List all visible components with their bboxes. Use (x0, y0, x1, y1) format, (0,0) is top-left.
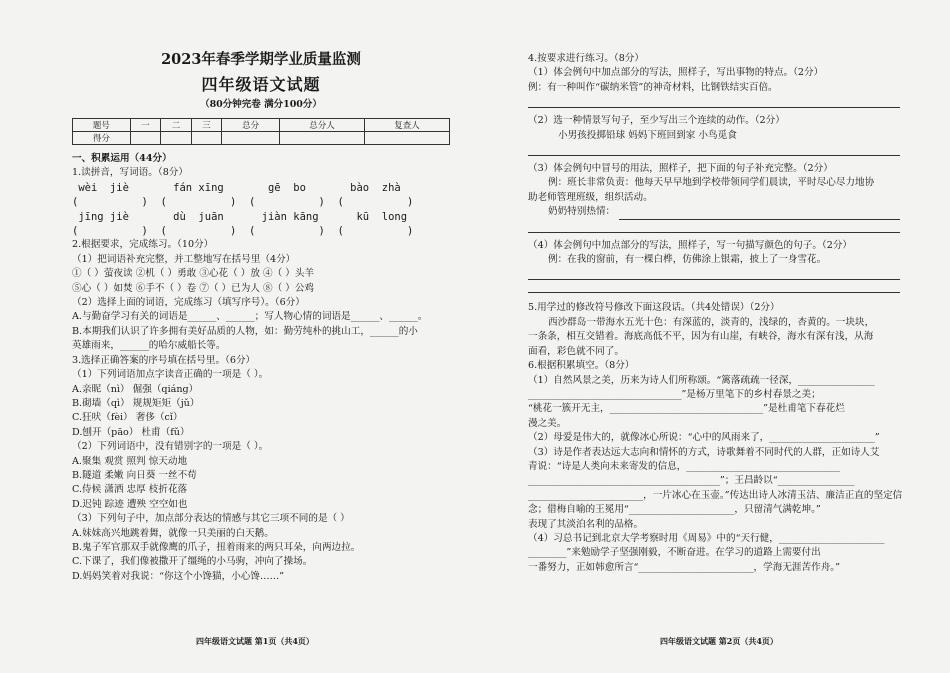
score-header-cell: 二 (161, 119, 192, 132)
score-cell[interactable] (130, 132, 161, 145)
passage-line: 一条条，相互交错着。海底高低不平，因为有山崖，有峡谷，海水有深有浅，从海 (528, 331, 874, 343)
passage-line: 面看，彩色就不同了。 (528, 345, 624, 357)
question-3-3: （3）下列句子中，加点部分表达的情感与其它三项不同的是（ ） (72, 513, 350, 525)
score-header-cell: 一 (130, 119, 161, 132)
page-footer: 四年级语文试题 第2页（共4页） (660, 636, 778, 646)
fill-line[interactable]: 青说：“诗是人类向未来寄发的信息，________________________________ (528, 460, 840, 472)
option-b: B.鬼子军官那双手就像鹰的爪子，扭着雨来的两只耳朵，向两边拉。 (72, 541, 361, 553)
left-column (72, 152, 452, 584)
score-table-row (73, 132, 450, 145)
option-b: B.砌墙（qì） 规规矩矩（jǔ） (72, 397, 200, 409)
question-3-1: （1）下列词语加点字读音正确的一项是（ ）。 (72, 369, 269, 381)
question-4-1: （1）体会例句中加点部分的写法，照样子，写出事物的特点。（2分） (528, 67, 824, 79)
fill-line[interactable]: （4）习总书记到北京大学考察时用《周易》中的“天行健，______________________ (528, 532, 885, 544)
score-cell[interactable] (279, 132, 364, 145)
option-d: D.刨开（pāo） 杜甫（fǔ） (72, 426, 190, 438)
answer-line[interactable] (619, 207, 900, 220)
score-cell[interactable] (161, 132, 192, 145)
question-3-2: （2）下列词语中，没有错别字的一项是（ ）。 (72, 441, 269, 453)
question-4-2: （2）选一种情景写句子，至少写出三个连续的动作。（2分） (528, 115, 785, 127)
fill-line[interactable]: B.本期我们认识了许多拥有美好品质的人物，如：勤劳纯朴的挑山工，______的小 (72, 325, 418, 337)
answer-line[interactable] (528, 220, 900, 233)
fill-line[interactable]: 念；借梅自喻的王冕用“______________________，只留清气满乾坤。” (528, 504, 821, 516)
option-d: D.迟钝 踪迹 遭殃 空空如也 (72, 498, 188, 510)
score-table (72, 118, 450, 145)
answer-line[interactable] (528, 143, 900, 156)
pinyin-row: wèi jiè fán xīng gē bo bào zhà (72, 181, 401, 194)
fill-line[interactable]: A.与勤奋学习有关的词语是______、______；写人物心情的词语是______、______。 (72, 311, 428, 323)
fill-line[interactable]: （2）母爱是伟大的，就像冰心所说：“心中的风雨来了，______________________” (528, 432, 880, 444)
right-column (528, 52, 903, 575)
fill-line[interactable]: ________________________________________”；王昌龄以“________________ (528, 475, 855, 487)
exam-subject-title: 四年级语文试题 (201, 75, 321, 94)
score-row-label: 得分 (73, 132, 131, 145)
fill-line: （3）诗是作者表达远大志向和情怀的方式，诗歌舞着不同时代的人群，正如诗人艾 (528, 446, 880, 458)
option-c: C.狂吠（fèi） 奢侈（cǐ） (72, 412, 183, 424)
fill-row[interactable]: ⑤心（ ）如焚 ⑥手不（ ）卷 ⑦（ ）已为人 ⑧（ ）公鸡 (72, 282, 315, 294)
score-cell[interactable] (222, 132, 280, 145)
answer-brackets[interactable]: ( ) ( ) ( ) ( ) (72, 196, 414, 209)
example-sentence-cont: 助老师管理班级，组织活动。 (528, 191, 653, 203)
example-sentence: 例：班长非常负责：他每天早早地到学校带领同学们晨读，平时尽心尽力地协 (548, 177, 875, 189)
page-footer: 四年级语文试题 第1页（共4页） (196, 636, 314, 646)
example-sentence: 例：在我的窗前，有一棵白桦，仿佛涂上银霜，披上了一身雪花。 (548, 254, 827, 266)
score-header-cell: 复查人 (364, 119, 449, 132)
fill-line[interactable]: “桃花一簇开无主，________________________________”是杜甫笔下春花烂 (528, 403, 845, 415)
score-header-cell: 总分 (222, 119, 280, 132)
question-4-3: （3）体会例句中冒号的用法，照样子，把下面的句子补充完整。（2分） (528, 163, 833, 175)
fill-line[interactable]: （1）自然风景之美，历来为诗人们所称颂。“篱落疏疏一径深，________________ (528, 374, 875, 386)
question-1: 1.读拼音，写词语。（8分） (72, 167, 188, 179)
score-header-cell: 总分人 (279, 119, 364, 132)
exam-title: 2023年春季学期学业质量监测 (161, 51, 361, 68)
answer-line[interactable] (528, 95, 900, 108)
fill-line[interactable]: 一番努力，正如韩愈所言“________________________，学海无涯苦作舟。” (528, 561, 841, 573)
option-d: D.妈妈笑着对我说：“你这个小馋猫，小心馋……” (72, 570, 285, 582)
fill-row[interactable]: ①（ ）萤夜读 ②机（ ）勇敢 ③心花（ ）放 ④（ ）头羊 (72, 268, 315, 280)
question-3: 3.选择正确答案的序号填在括号里。（6分） (72, 354, 256, 366)
answer-line[interactable] (528, 280, 900, 293)
option-c: C.侍候 潇洒 忠厚 枝折花落 (72, 484, 188, 496)
option-c: C.下课了，我们像被撒开了缰绳的小马驹，冲向了操场。 (72, 556, 313, 568)
section-heading: 一、积累运用（44分） (72, 153, 172, 164)
fill-line[interactable]: ________”来勉励学子坚强刚毅，不断奋进。在学习的道路上需要付出 (528, 547, 821, 559)
option-a: A.亲昵（nì） 倔强（qiáng） (72, 383, 199, 395)
option-a: A.聚集 观赏 照判 惊天动地 (72, 455, 188, 467)
scenario-options: 小男孩投掷铅球 妈妈下班回到家 小鸟觅食 (558, 129, 737, 141)
option-b: B.隧道 柔嫩 向日葵 一丝不苟 (72, 469, 197, 481)
option-a: A.妹妹高兴地跳着舞，就像一只美丽的白天鹅。 (72, 527, 274, 539)
question-5: 5.用学过的修改符号修改下面这段话。（共4处错误）（2分） (528, 302, 780, 314)
sentence-start: 奶奶特别热情： (548, 206, 616, 218)
question-2-1: （1）把词语补充完整，并工整地写在括号里（4分） (72, 253, 296, 265)
score-cell[interactable] (191, 132, 222, 145)
question-2-2: （2）选择上面的词语，完成练习（填写序号）。（6分） (72, 297, 305, 309)
answer-line[interactable] (528, 267, 900, 280)
question-4: 4.按要求进行练习。（8分） (528, 53, 644, 64)
completion-row (528, 205, 900, 219)
fill-line[interactable]: ________________________________”是杨万里笔下的乡村春景之美； (528, 388, 821, 400)
score-table-header-row (73, 119, 450, 132)
fill-line: 表现了其淡泊名利的品格。 (528, 518, 644, 530)
fill-line[interactable]: ________________________，一片冰心在玉壶。”传达出诗人冰清玉洁、廉洁正直的坚定信 (528, 489, 903, 501)
fill-line[interactable]: 英雄雨来，______的哈尔威船长等。 (72, 340, 226, 352)
pinyin-row: jīng jiè dù juān jiàn kāng kū long (72, 210, 408, 223)
example-sentence: 例：有一种叫作“碳纳米管”的神奇材料，比钢铁结实百倍。 (528, 81, 778, 93)
score-cell[interactable] (364, 132, 449, 145)
question-6: 6.根据积累填空。（8分） (528, 360, 635, 372)
fill-line: 漫之美。 (528, 417, 567, 429)
answer-brackets[interactable]: ( ) ( ) ( ) ( ) (72, 225, 414, 238)
exam-time-score: （80分钟完卷 满分100分） (200, 99, 322, 110)
passage-line: 西沙群岛一带海水五光十色：有深蓝的，淡青的，浅绿的，杏黄的。一块块， (548, 316, 875, 328)
question-2: 2.根据要求，完成练习。（10分） (72, 239, 214, 251)
question-4-4: （4）体会例句中加点部分的写法，照样子，写一句描写颜色的句子。（2分） (528, 239, 853, 251)
score-header-cell: 题号 (73, 119, 131, 132)
score-header-cell: 三 (191, 119, 222, 132)
